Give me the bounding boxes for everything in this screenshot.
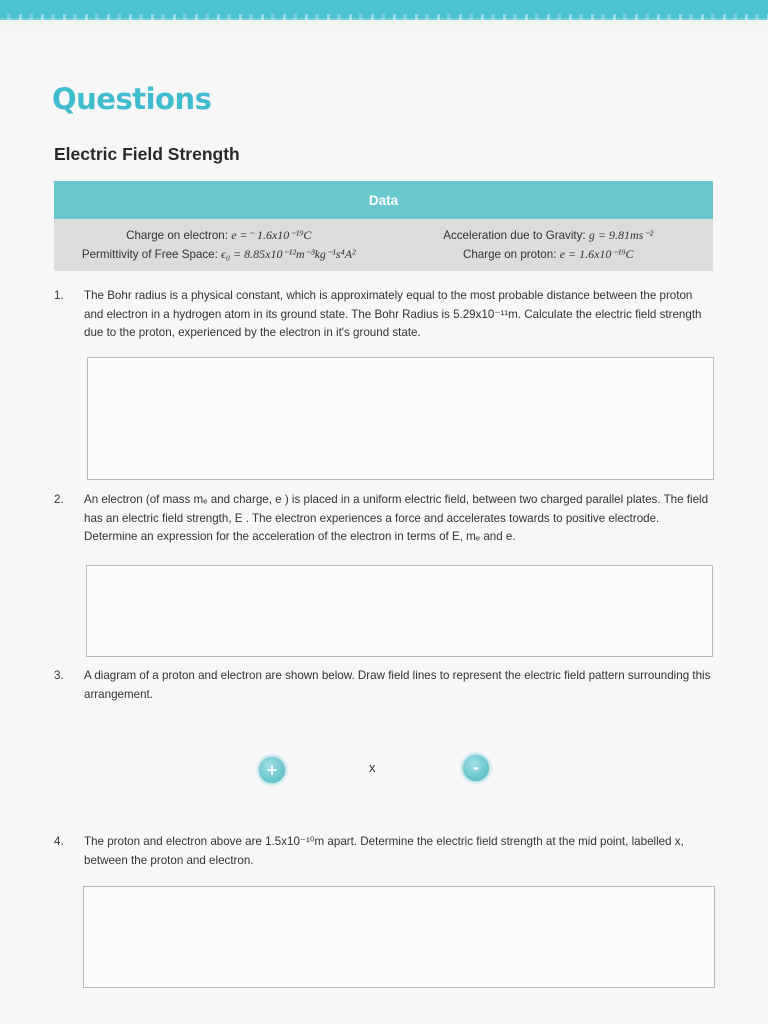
question-2 [54,491,714,551]
data-row-gravity [384,226,714,245]
data-value: e =⁻ 1.6x10⁻¹⁹C [231,228,312,242]
data-label: Acceleration due to Gravity: [443,229,586,242]
question-number: 3. [54,669,64,682]
question-3 [54,667,714,707]
question-4 [54,833,714,873]
data-col-left [54,226,384,264]
data-row-permittivity [54,245,384,264]
data-value: g = 9.81ms⁻² [588,228,654,242]
section-title: Electric Field Strength [54,144,240,164]
data-value: ϵ₀ = 8.85x10⁻¹²m⁻³kg⁻¹s⁴A² [221,247,356,261]
data-label: Permittivity of Free Space: [81,248,218,261]
data-table [54,181,713,271]
data-label: Charge on proton: [462,248,557,261]
answer-box-2[interactable] [86,565,713,657]
question-number: 1. [54,289,64,302]
question-text: A diagram of a proton and electron are shown below. Draw field lines to represent the electric field pattern surrounding this arrangement. [84,669,711,701]
proton-charge: + [258,756,286,784]
question-1 [54,287,714,347]
data-table-header: Data [54,181,713,219]
answer-box-1[interactable] [87,357,714,480]
data-row-proton-charge [384,245,714,264]
data-label: Charge on electron: [126,229,228,242]
question-text: An electron (of mass mₑ and charge, e ) is placed in a uniform electric field, between two charged parallel plates. The field has an electric field strength, E . The electron experiences a force and accelerates towards to positive electrode. Determine an expression for the acceleration of the electron in terms of E, mₑ and e. [84,493,709,543]
question-text: The Bohr radius is a physical constant, which is approximately equal to the most probable distance between the proton and electron in a hydrogen atom in its ground state. The Bohr Radius is 5.29x10⁻¹¹m. Calculate the electric field strength due to the proton, experienced by the electron in it's ground state. [84,289,702,339]
data-col-right [384,226,714,264]
question-text: The proton and electron above are 1.5x10⁻¹⁰m apart. Determine the electric field strength at the mid point, labelled x, between the proton and electron. [84,835,684,867]
midpoint-label: x [369,760,376,775]
question-number: 2. [54,493,64,506]
top-stripe-edge [0,14,768,20]
question-number: 4. [54,835,64,848]
data-value: e = 1.6x10⁻¹⁹C [559,247,634,261]
answer-box-4[interactable] [83,886,715,988]
data-table-body [54,219,713,271]
data-row-electron-charge [54,226,384,245]
electron-charge: - [462,754,490,782]
page-title: Questions [52,82,212,116]
